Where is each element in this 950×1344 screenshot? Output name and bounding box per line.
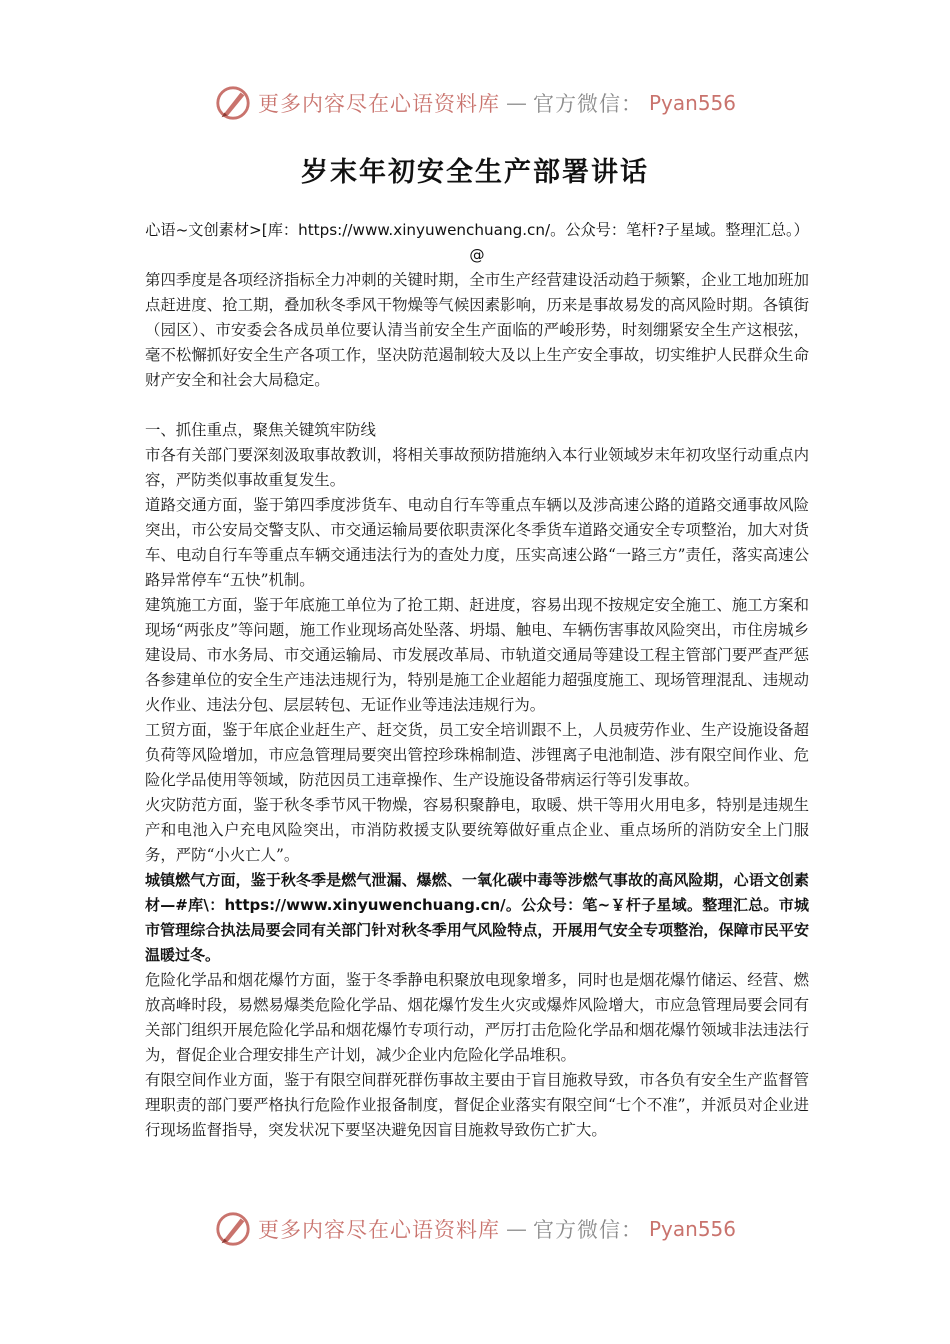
body-paragraph: 火灾防范方面，鉴于秋冬季节风干物燥，容易积聚静电，取暖、烘干等用火用电多，特别是违规生产和电池入户充电风险突出，市消防救援支队要统筹做好重点企业、重点场所的消防安全上门服务，严防“小火亡人”。 xyxy=(145,796,809,864)
body-paragraph: 有限空间作业方面，鉴于有限空间群死群伤事故主要由于盲目施救导致，市各负有安全生产监督管理职责的部门要严格执行危险作业报备制度，督促企业落实有限空间“七个不准”，并派员对企业进行现场监督指导，突发状况下要坚决避免因盲目施救导致伤亡扩大。 xyxy=(145,1071,809,1139)
paragraph-spacer xyxy=(145,393,809,418)
banner-official-label: 官方微信： xyxy=(532,92,643,116)
pen-circle-logo-icon xyxy=(214,1210,252,1248)
banner-separator: — xyxy=(505,1217,527,1241)
document-title: 岁末年初安全生产部署讲话 xyxy=(301,157,649,188)
banner-wechat-id: Pyan556 xyxy=(648,91,736,115)
body-paragraph: 道路交通方面，鉴于第四季度涉货车、电动自行车等重点车辆以及涉高速公路的道路交通事故风险突出，市公安局交警支队、市交通运输局要依职责深化冬季货车道路交通安全专项整治，加大对货车、电动自行车等重点车辆交通违法行为的查处力度，压实高速公路“一路三方”责任，落实高速公路异常停车“五快”机制。 xyxy=(145,496,809,589)
pen-circle-logo-icon xyxy=(214,84,252,122)
bold-paragraph: 城镇燃气方面，鉴于秋冬季是燃气泄漏、爆燃、一氧化碳中毒等涉燃气事故的高风险期，心语文创素材—#库\：https://www.xinyuwenchuang.cn/。公众号：笔~￥杆子星域。整理汇总。市城市管理综合执法局要会同有关部门针对秋冬季用气风险特点，开展用气安全专项整治，保障市民平安温暖过冬。 xyxy=(145,871,809,964)
banner-text: 更多内容尽在心语资料库 xyxy=(257,1218,500,1242)
body-paragraph: 工贸方面，鉴于年底企业赶生产、赶交货，员工安全培训跟不上，人员疲劳作业、生产设施设备超负荷等风险增加，市应急管理局要突出管控珍珠棉制造、涉锂离子电池制造、涉有限空间作业、危险化学品使用等领域，防范因员工违章操作、生产设施设备带病运行等引发事故。 xyxy=(145,721,809,789)
footer-watermark-banner xyxy=(0,1206,950,1252)
banner-official-label: 官方微信： xyxy=(532,1218,643,1242)
body-paragraph: 危险化学品和烟花爆竹方面，鉴于冬季静电积聚放电现象增多，同时也是烟花爆竹储运、经营、燃放高峰时段，易燃易爆类危险化学品、烟花爆竹发生火灾或爆炸风险增大，市应急管理局要会同有关部门组织开展危险化学品和烟花爆竹专项行动，严厉打击危险化学品和烟花爆竹领域非法违法行为，督促企业合理安排生产计划，减少企业内危险化学品堆积。 xyxy=(145,971,809,1064)
document-body xyxy=(145,218,809,1143)
banner-separator: — xyxy=(505,91,527,115)
banner-text: 更多内容尽在心语资料库 xyxy=(257,92,500,116)
body-paragraph: 建筑施工方面，鉴于年底施工单位为了抢工期、赶进度，容易出现不按规定安全施工、施工方案和现场“两张皮”等问题，施工作业现场高处坠落、坍塌、触电、车辆伤害事故风险突出，市住房城乡建设局、市水务局、市交通运输局、市发展改革局、市轨道交通局等建设工程主管部门要严查严惩各参建单位的安全生产违法违规行为，特别是施工企业超能力超强度施工、现场管理混乱、违规动火作业、违法分包、层层转包、无证作业等违法违规行为。 xyxy=(145,596,809,714)
body-paragraph: 市各有关部门要深刻汲取事故教训，将相关事故预防措施纳入本行业领域岁末年初攻坚行动重点内容，严防类似事故重复发生。 xyxy=(145,446,809,489)
banner-wechat-id: Pyan556 xyxy=(648,1217,736,1241)
source-line: 心语~文创素材>[库：https://www.xinyuwenchuang.cn/。公众号：笔杆?子星域。整理汇总。）@ xyxy=(145,221,809,264)
header-watermark-banner xyxy=(0,80,950,126)
section-heading: 一、抓住重点，聚焦关键筑牢防线 xyxy=(145,421,376,439)
intro-paragraph: 第四季度是各项经济指标全力冲刺的关键时期，全市生产经营建设活动趋于频繁，企业工地加班加点赶进度、抢工期，叠加秋冬季风干物燥等气候因素影响，历来是事故易发的高风险时期。各镇街（园区）、市安委会各成员单位要认清当前安全生产面临的严峻形势，时刻绷紧安全生产这根弦，毫不松懈抓好安全生产各项工作，坚决防范遏制较大及以上生产安全事故，切实维护人民群众生命财产安全和社会大局稳定。 xyxy=(145,271,809,389)
